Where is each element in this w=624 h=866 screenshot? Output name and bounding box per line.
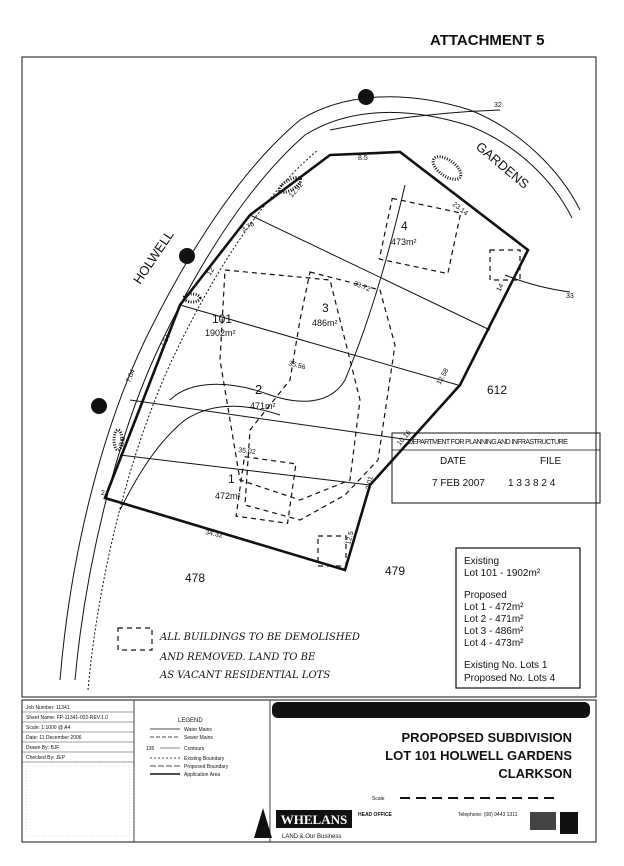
- marker-dot: [179, 248, 195, 264]
- head-office: HEAD OFFICE: [358, 812, 392, 818]
- summary-existing-lot: Lot 101 - 1902m²: [464, 568, 541, 579]
- stamp-date-value: 7 FEB 2007: [432, 478, 485, 489]
- title-block-info: Scale: 1:1000 @ A4: [26, 725, 71, 731]
- stamp-dept: DEPARTMENT FOR PLANNING AND INFRASTRUCTURE: [408, 439, 568, 446]
- summary-proposed-count: Proposed No. Lots 4: [464, 673, 556, 684]
- title-block-info: Job Number: 11341: [26, 705, 70, 711]
- title-line-1: PROPOPSED SUBDIVISION: [401, 730, 572, 745]
- dimension-label: 7.04: [125, 368, 137, 384]
- summary-lot-4: Lot 4 - 473m²: [464, 638, 524, 649]
- dimension-label: 23.14: [450, 201, 469, 218]
- contour-label: 33: [566, 293, 574, 300]
- dimension-label: 12: [205, 266, 217, 278]
- dimension-label: 14: [495, 282, 506, 293]
- lot-4-number: 4: [401, 219, 408, 233]
- dimension-label: 35.02: [237, 447, 257, 457]
- summary-proposed-title: Proposed: [464, 590, 507, 601]
- dimension-label: 35.56: [287, 360, 307, 372]
- fine-print-block: [26, 766, 130, 836]
- note-line-1: ALL BUILDINGS TO BE DEMOLISHED: [160, 632, 360, 643]
- note-dashed-box: [118, 628, 152, 650]
- legend-item: Water Mains: [184, 727, 212, 733]
- dimension-label: 12.58: [435, 367, 451, 386]
- lot-3-number: 3: [322, 301, 329, 315]
- title-block-info: Checked By: JEP: [26, 755, 65, 761]
- summary-existing-count: Existing No. Lots 1: [464, 660, 548, 671]
- road-name-holwell: HOLWELL: [130, 227, 177, 287]
- title-line-3: CLARKSON: [498, 766, 572, 781]
- marker-dot: [91, 398, 107, 414]
- title-block-info: Date: 11 December 2006: [26, 735, 82, 741]
- building-lot1-rear: [318, 536, 346, 566]
- dimension-label: 10.16: [396, 429, 413, 448]
- legend-title: LEGEND: [178, 718, 203, 724]
- neighbour-lot-612: 612: [487, 383, 508, 397]
- title-block-info: Drawn By: BJF: [26, 745, 60, 751]
- dimension-label: 2.6: [118, 436, 128, 448]
- stamp-file-label: FILE: [540, 456, 562, 467]
- title-banner: [272, 702, 590, 718]
- lot-101-area: 1902m²: [205, 328, 236, 338]
- summary-lot-1: Lot 1 - 472m²: [464, 602, 524, 613]
- dimension-label: 34.32: [204, 529, 224, 540]
- legend-item: Existing Boundary: [184, 756, 225, 762]
- legend-item: Proposed Boundary: [184, 764, 229, 770]
- dimension-label: 2: [101, 490, 105, 497]
- received-stamp: [392, 433, 600, 503]
- title-block-info: Sheet Name: FP-11341-002-REV.1.0: [26, 715, 108, 721]
- building-lot4: [379, 198, 460, 273]
- summary-lot-2: Lot 2 - 471m²: [464, 614, 524, 625]
- legend-contour-value: 135: [146, 746, 155, 752]
- lot-4-area: 473m²: [391, 237, 417, 247]
- accreditation-badge: [530, 812, 556, 830]
- accreditation-badge: [560, 812, 578, 834]
- lot-1-number: 1: [228, 472, 235, 486]
- whelans-logo-icon: [254, 808, 272, 838]
- summary-existing-title: Existing: [464, 556, 500, 567]
- company-subline: LAND & Our Business: [282, 834, 342, 840]
- attachment-label: ATTACHMENT 5: [430, 32, 545, 49]
- lot-2-number: 2: [255, 382, 263, 397]
- lot-1-area: 472m²: [215, 491, 241, 501]
- legend-item: Application Area: [184, 772, 221, 778]
- application-area: [220, 270, 360, 500]
- dimension-label: 7.64: [159, 333, 173, 349]
- dimension-label: 33.72: [352, 280, 372, 294]
- dimension-label: 12.5: [345, 530, 356, 546]
- lot-101-number: 101: [212, 312, 233, 326]
- summary-lot-3: Lot 3 - 486m²: [464, 626, 524, 637]
- road-name-gardens: GARDENS: [473, 138, 532, 192]
- contour-line: [330, 110, 500, 130]
- title-line-2: LOT 101 HOLWELL GARDENS: [385, 748, 572, 763]
- dimension-label: 8.5: [358, 155, 368, 162]
- stamp-date-label: DATE: [440, 456, 466, 467]
- legend-item: Sewer Mains: [184, 735, 213, 741]
- sheet-frame: [22, 57, 596, 697]
- dimension-label: 2.01: [365, 475, 375, 491]
- dimension-label: 12.92: [288, 181, 305, 200]
- lot-3-area: 486m²: [312, 318, 338, 328]
- stamp-file-value: 1 3 3 8 2 4: [508, 478, 556, 489]
- lot-summary-box: [456, 548, 580, 688]
- contour-label: 32: [494, 102, 502, 109]
- company-phone: Telephone: (08) 9443 1311: [458, 812, 518, 818]
- scale-label: Scale: [372, 796, 385, 802]
- note-line-2: AND REMOVED. LAND TO BE: [160, 652, 316, 663]
- marker-dot: [358, 89, 374, 105]
- company-name: WHELANS: [280, 812, 348, 827]
- contour-line: [170, 185, 405, 401]
- lot-2-area: 471m²: [250, 401, 276, 411]
- building-lot1: [236, 457, 296, 524]
- boundary-lot1-rear: [120, 455, 370, 485]
- note-line-3: AS VACANT RESIDENTIAL LOTS: [160, 670, 331, 681]
- neighbour-lot-479: 479: [385, 564, 406, 578]
- dimension-label: 3.76: [240, 220, 256, 234]
- neighbour-lot-478: 478: [185, 571, 206, 585]
- title-block: [22, 700, 596, 842]
- legend-item: Contours: [184, 746, 205, 752]
